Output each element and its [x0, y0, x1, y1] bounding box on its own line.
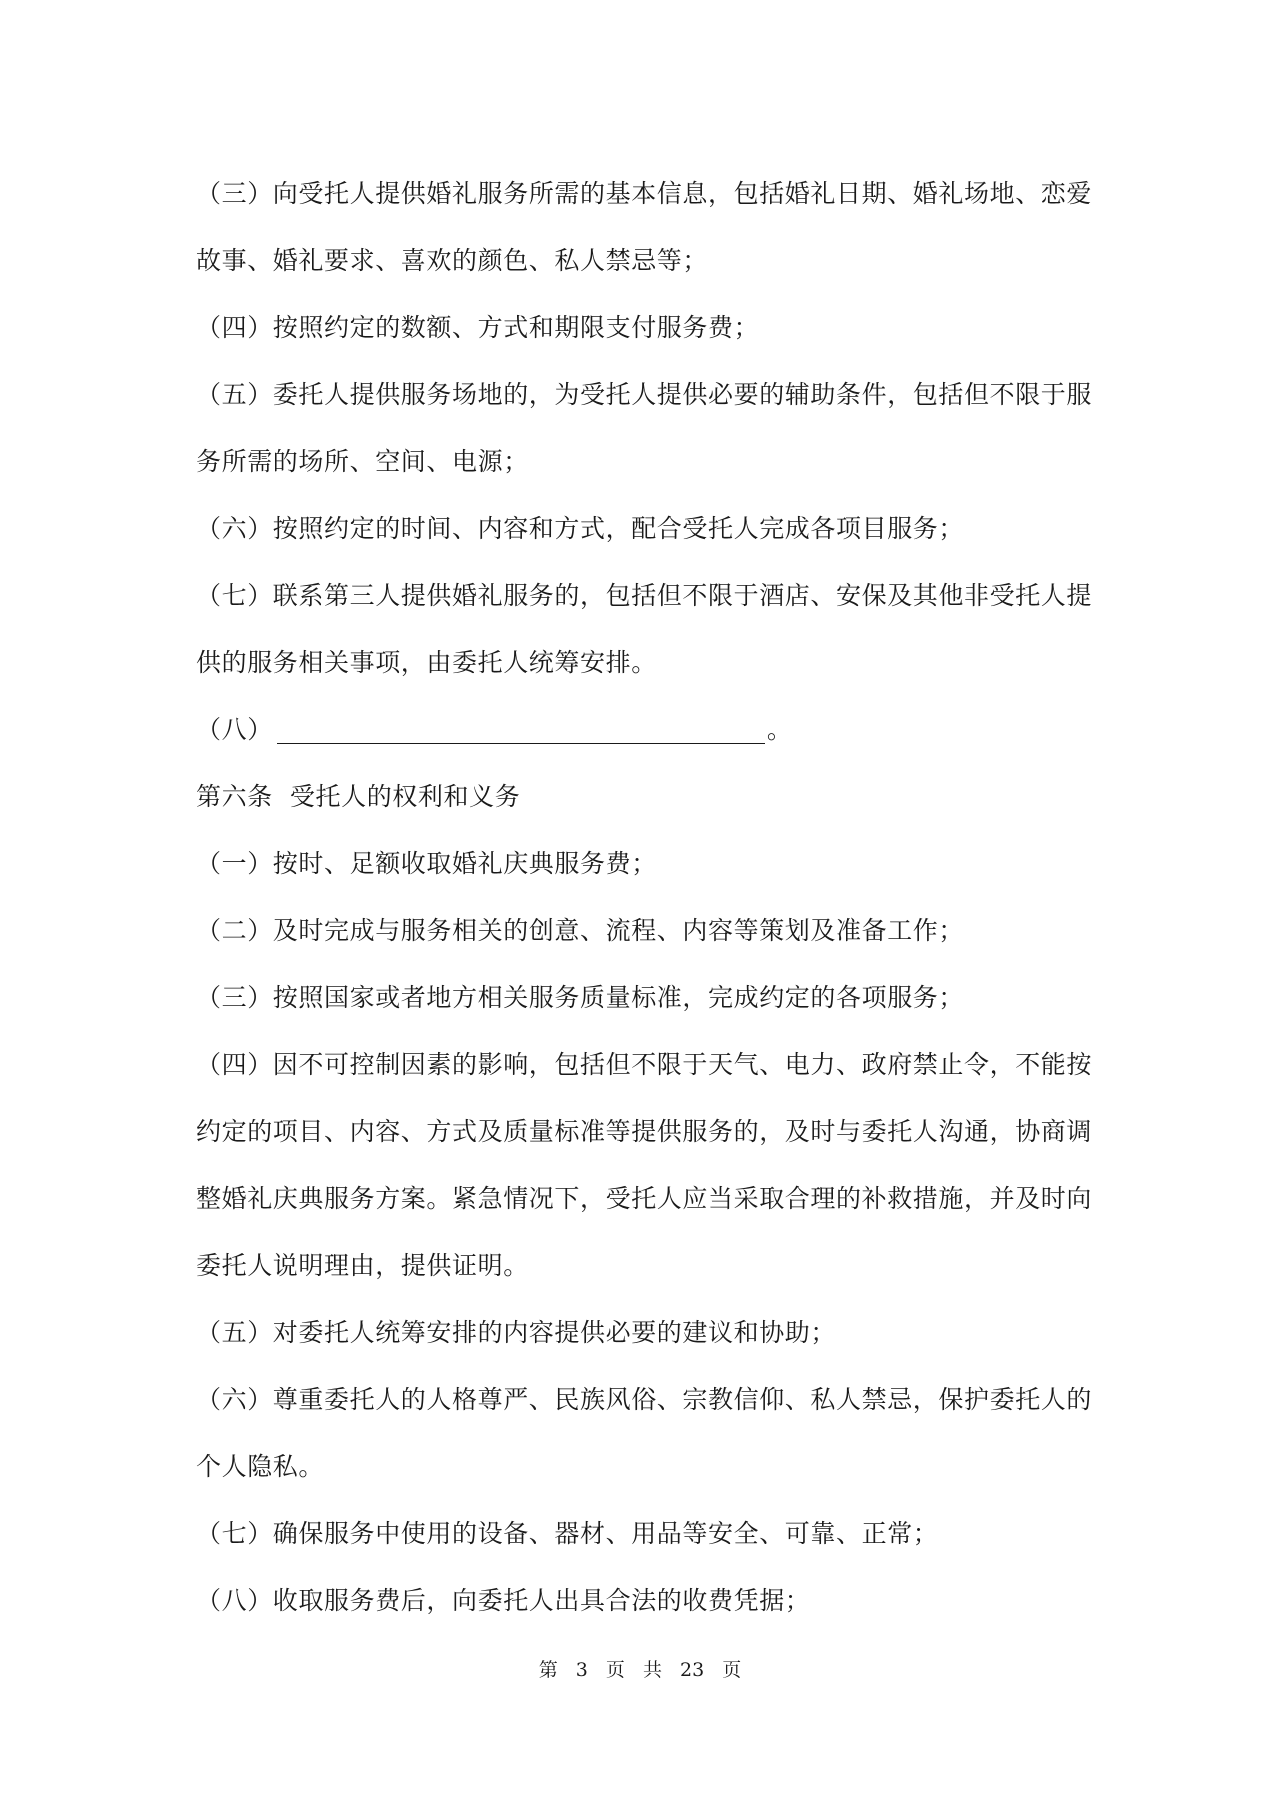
footer-label-page-unit: 页: [605, 1659, 625, 1681]
total-page-count: 23: [680, 1659, 705, 1681]
section-title: 第六条 受托人的权利和义务: [196, 782, 521, 811]
paragraph-line: 整婚礼庆典服务方案。紧急情况下，受托人应当采取合理的补救措施，并及时向: [196, 1184, 1093, 1213]
paragraph-line: （八）收取服务费后，向委托人出具合法的收费凭据；: [196, 1586, 811, 1615]
blank-item-suffix: 。: [766, 715, 793, 744]
fill-in-blank: [277, 713, 765, 744]
paragraph-line: （一）按时、足额收取婚礼庆典服务费；: [196, 849, 657, 878]
paragraph-line: （五）对委托人统筹安排的内容提供必要的建议和协助；: [196, 1318, 837, 1347]
paragraph-line: 个人隐私。: [196, 1452, 325, 1481]
paragraph-line: （四）按照约定的数额、方式和期限支付服务费；: [196, 313, 760, 342]
paragraph-line: 委托人说明理由，提供证明。: [196, 1251, 529, 1280]
paragraph-line: 故事、婚礼要求、喜欢的颜色、私人禁忌等；: [196, 246, 709, 275]
paragraph-line: （七）确保服务中使用的设备、器材、用品等安全、可靠、正常；: [196, 1519, 939, 1548]
blank-item-prefix: （八）: [196, 715, 273, 744]
footer-label-total: 共: [642, 1659, 662, 1681]
paragraph-line: （三）按照国家或者地方相关服务质量标准，完成约定的各项服务；: [196, 983, 965, 1012]
page-number-footer: [0, 1655, 1280, 1682]
paragraph-line: 供的服务相关事项，由委托人统筹安排。: [196, 648, 657, 677]
paragraph-line: （五）委托人提供服务场地的，为受托人提供必要的辅助条件，包括但不限于服: [196, 380, 1093, 409]
footer-label-page: 第: [538, 1659, 558, 1681]
blank-item-line: [196, 696, 1096, 763]
current-page-number: 3: [575, 1659, 588, 1681]
footer-label-total-unit: 页: [722, 1659, 742, 1681]
paragraph-line: 约定的项目、内容、方式及质量标准等提供服务的，及时与委托人沟通，协商调: [196, 1117, 1093, 1146]
paragraph-line: （四）因不可控制因素的影响，包括但不限于天气、电力、政府禁止令，不能按: [196, 1050, 1093, 1079]
paragraph-line: （三）向受托人提供婚礼服务所需的基本信息，包括婚礼日期、婚礼场地、恋爱: [196, 179, 1093, 208]
paragraph-line: （二）及时完成与服务相关的创意、流程、内容等策划及准备工作；: [196, 916, 965, 945]
paragraph-line: （七）联系第三人提供婚礼服务的，包括但不限于酒店、安保及其他非受托人提: [196, 581, 1093, 610]
paragraph-line: （六）按照约定的时间、内容和方式，配合受托人完成各项目服务；: [196, 514, 965, 543]
document-body: [196, 160, 1096, 1634]
paragraph-line: （六）尊重委托人的人格尊严、民族风俗、宗教信仰、私人禁忌，保护委托人的: [196, 1385, 1093, 1414]
paragraph-line: 务所需的场所、空间、电源；: [196, 447, 529, 476]
